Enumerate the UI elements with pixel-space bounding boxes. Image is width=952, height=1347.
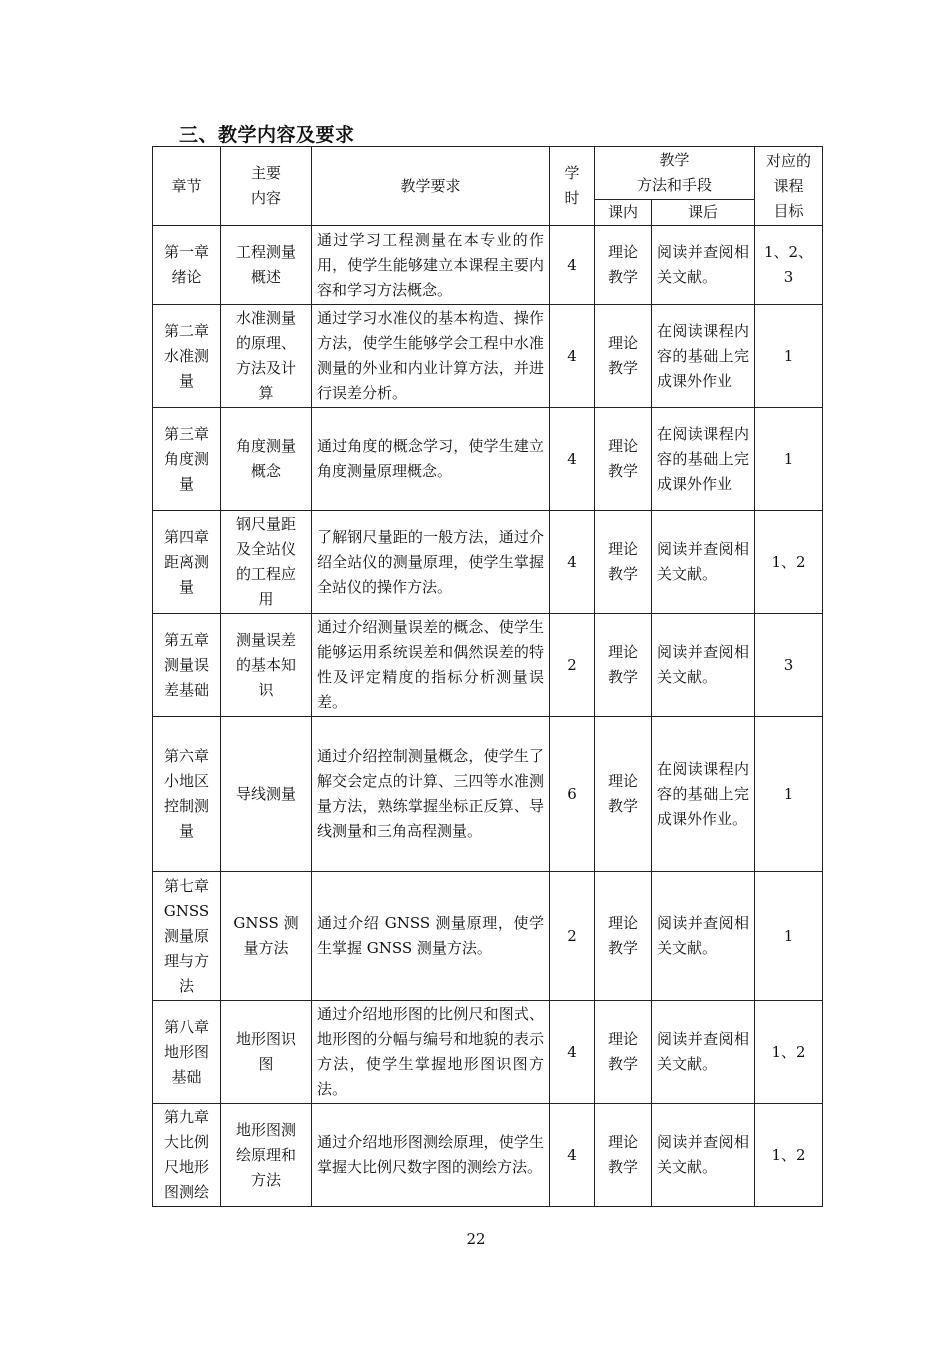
after-class-cell-text: 阅读并查阅相关文献。: [657, 914, 750, 957]
content-cell: [221, 511, 312, 614]
requirement-cell: [312, 1104, 550, 1207]
requirement-cell: [312, 408, 550, 511]
table-row: [153, 511, 823, 614]
content-cell-text: GNSS 测量方法: [233, 914, 299, 957]
after-class-cell-text: 在阅读课程内容的基础上完成课外作业: [657, 321, 750, 390]
content-cell: [221, 1104, 312, 1207]
hours-cell-text: 2: [567, 655, 577, 674]
requirement-cell-text: 通过角度的概念学习，使学生建立角度测量原理概念。: [317, 437, 544, 480]
header-hours: [550, 147, 595, 226]
in-class-cell-text: 理论 教学: [607, 334, 638, 377]
in-class-cell: [595, 872, 652, 1001]
content-cell-text: 钢尺量距 及全站仪 的工程应 用: [235, 515, 296, 608]
hours-cell: [550, 408, 595, 511]
requirement-cell-text: 通过介绍控制测量概念，使学生了解交会定点的计算、三四等水准测量方法，熟练掌握坐标正反算、导线测量和三角高程测量。: [317, 747, 544, 840]
hours-cell: [550, 1001, 595, 1104]
content-cell-text: 角度测量 概念: [235, 437, 296, 480]
requirement-cell-text: 通过学习工程测量在本专业的作用，使学生能够建立本课程主要内容和学习方法概念。: [317, 230, 544, 299]
content-cell: [221, 305, 312, 408]
objective-cell-text: 1、2: [771, 1145, 806, 1164]
content-cell: [221, 226, 312, 305]
after-class-cell-text: 阅读并查阅相关文献。: [657, 1133, 750, 1176]
in-class-cell-text: 理论 教学: [607, 643, 638, 686]
objective-cell-text: 1、2: [771, 552, 806, 571]
hours-cell: [550, 305, 595, 408]
after-class-cell: [652, 1104, 755, 1207]
header-in-class-label: 课内: [607, 203, 638, 221]
hours-cell: [550, 511, 595, 614]
teaching-content-table: [152, 146, 823, 1207]
table-row: [153, 872, 823, 1001]
in-class-cell-text: 理论 教学: [607, 540, 638, 583]
requirement-cell: [312, 511, 550, 614]
hours-cell-text: 4: [567, 1042, 577, 1061]
chapter-cell: [153, 872, 221, 1001]
in-class-cell: [595, 511, 652, 614]
after-class-cell: [652, 408, 755, 511]
in-class-cell-text: 理论 教学: [607, 243, 638, 286]
in-class-cell-text: 理论 教学: [607, 1133, 638, 1176]
after-class-cell: [652, 717, 755, 872]
header-requirement: [312, 147, 550, 226]
objective-cell-text: 1、2: [771, 1042, 806, 1061]
chapter-cell: [153, 226, 221, 305]
requirement-cell: [312, 226, 550, 305]
hours-cell: [550, 1104, 595, 1207]
objective-cell: [755, 511, 823, 614]
requirement-cell-text: 通过介绍测量误差的概念、使学生能够运用系统误差和偶然误差的特性及评定精度的指标分析测量误差。: [317, 618, 544, 711]
after-class-cell: [652, 872, 755, 1001]
chapter-cell: [153, 305, 221, 408]
in-class-cell: [595, 408, 652, 511]
objective-cell: [755, 614, 823, 717]
content-cell-text: 测量误差 的基本知 识: [235, 630, 296, 699]
chapter-cell-text: 第六章 小地区 控制测 量: [163, 747, 209, 840]
objective-cell: [755, 408, 823, 511]
in-class-cell: [595, 614, 652, 717]
requirement-cell: [312, 717, 550, 872]
header-objective-label: 对应的 课程 目标: [766, 151, 812, 220]
objective-cell: [755, 872, 823, 1001]
content-cell: [221, 872, 312, 1001]
content-cell: [221, 1001, 312, 1104]
table-row: [153, 408, 823, 511]
objective-cell: [755, 717, 823, 872]
in-class-cell: [595, 226, 652, 305]
in-class-cell: [595, 1104, 652, 1207]
after-class-cell: [652, 511, 755, 614]
requirement-cell: [312, 1001, 550, 1104]
requirement-cell-text: 通过介绍地形图测绘原理，使学生掌握大比例尺数字图的测绘方法。: [317, 1133, 544, 1176]
objective-cell: [755, 226, 823, 305]
table-row: [153, 614, 823, 717]
chapter-cell-text: 第九章 大比例 尺地形 图测绘: [163, 1108, 209, 1201]
in-class-cell: [595, 1001, 652, 1104]
hours-cell-text: 4: [567, 255, 577, 274]
hours-cell-text: 4: [567, 346, 577, 365]
chapter-cell: [153, 614, 221, 717]
hours-cell: [550, 226, 595, 305]
header-requirement-label: 教学要求: [400, 176, 461, 195]
in-class-cell-text: 理论 教学: [607, 437, 638, 480]
header-chapter: [153, 147, 221, 226]
objective-cell-text: 1: [783, 346, 794, 365]
table-body: [153, 226, 823, 1207]
in-class-cell-text: 理论 教学: [607, 914, 638, 957]
requirement-cell-text: 通过介绍 GNSS 测量原理，使学生掌握 GNSS 测量方法。: [317, 914, 544, 957]
chapter-cell-text: 第一章 绪论: [163, 243, 209, 286]
header-hours-label: 学 时: [564, 164, 580, 207]
chapter-cell-text: 第四章 距离测 量: [163, 527, 209, 596]
header-after-class: [652, 200, 755, 226]
header-method-label: 教学 方法和手段: [637, 151, 713, 194]
table-header: [153, 147, 823, 226]
chapter-cell: [153, 1001, 221, 1104]
objective-cell-text: 1: [783, 926, 794, 945]
hours-cell-text: 6: [567, 784, 577, 803]
header-main-content-label: 主要 内容: [250, 164, 281, 207]
chapter-cell-text: 第三章 角度测 量: [163, 424, 209, 493]
requirement-cell: [312, 614, 550, 717]
hours-cell-text: 4: [567, 449, 577, 468]
in-class-cell: [595, 305, 652, 408]
after-class-cell-text: 在阅读课程内容的基础上完成课外作业。: [657, 759, 750, 828]
hours-cell: [550, 717, 595, 872]
requirement-cell-text: 了解钢尺量距的一般方法，通过介绍全站仪的测量原理，使学生掌握全站仪的操作方法。: [317, 527, 544, 596]
requirement-cell-text: 通过介绍地形图的比例尺和图式、地形图的分幅与编号和地貌的表示方法，使学生掌握地形图识图方法。: [317, 1005, 544, 1098]
after-class-cell-text: 阅读并查阅相关文献。: [657, 540, 750, 583]
table-row: [153, 1001, 823, 1104]
after-class-cell: [652, 614, 755, 717]
objective-cell-text: 1: [783, 784, 794, 803]
in-class-cell-text: 理论 教学: [607, 1030, 638, 1073]
objective-cell: [755, 305, 823, 408]
after-class-cell-text: 在阅读课程内容的基础上完成课外作业: [657, 424, 750, 493]
header-method: [595, 147, 755, 200]
after-class-cell: [652, 1001, 755, 1104]
objective-cell-text: 1: [783, 449, 794, 468]
objective-cell: [755, 1104, 823, 1207]
objective-cell: [755, 1001, 823, 1104]
chapter-cell: [153, 717, 221, 872]
table-row: [153, 1104, 823, 1207]
section-title: 三、教学内容及要求: [179, 124, 355, 146]
after-class-cell-text: 阅读并查阅相关文献。: [657, 1030, 750, 1073]
header-objective: [755, 147, 823, 226]
chapter-cell: [153, 511, 221, 614]
after-class-cell: [652, 305, 755, 408]
hours-cell-text: 4: [567, 1145, 577, 1164]
chapter-cell-text: 第七章 GNSS 测量原 理与方 法: [163, 876, 210, 995]
hours-cell-text: 4: [567, 552, 577, 571]
hours-cell: [550, 872, 595, 1001]
header-chapter-label: 章节: [171, 176, 202, 195]
after-class-cell: [652, 226, 755, 305]
content-cell-text: 导线测量: [235, 784, 296, 803]
content-cell-text: 地形图测 绘原理和 方法: [235, 1120, 296, 1189]
header-main-content: [221, 147, 312, 226]
table-row: [153, 226, 823, 305]
objective-cell-text: 1、2、 3: [763, 243, 814, 286]
in-class-cell-text: 理论 教学: [607, 772, 638, 815]
objective-cell-text: 3: [783, 655, 794, 674]
after-class-cell-text: 阅读并查阅相关文献。: [657, 243, 750, 286]
chapter-cell-text: 第八章 地形图 基础: [163, 1017, 209, 1086]
requirement-cell: [312, 872, 550, 1001]
content-cell: [221, 717, 312, 872]
in-class-cell: [595, 717, 652, 872]
content-cell-text: 水准测量 的原理、 方法及计 算: [235, 309, 296, 402]
requirement-cell: [312, 305, 550, 408]
table-row: [153, 305, 823, 408]
table-row: [153, 717, 823, 872]
content-cell-text: 工程测量 概述: [235, 243, 296, 286]
page-number: 22: [466, 1230, 486, 1248]
after-class-cell-text: 阅读并查阅相关文献。: [657, 643, 750, 686]
chapter-cell-text: 第五章 测量误 差基础: [163, 630, 209, 699]
hours-cell-text: 2: [567, 926, 577, 945]
header-in-class: [595, 200, 652, 226]
chapter-cell-text: 第二章 水准测 量: [163, 321, 209, 390]
content-cell: [221, 614, 312, 717]
hours-cell: [550, 614, 595, 717]
requirement-cell-text: 通过学习水准仪的基本构造、操作方法，使学生能够学会工程中水准测量的外业和内业计算方法，并进行误差分析。: [317, 309, 544, 402]
content-cell: [221, 408, 312, 511]
content-cell-text: 地形图识 图: [235, 1030, 296, 1073]
chapter-cell: [153, 1104, 221, 1207]
chapter-cell: [153, 408, 221, 511]
header-after-class-label: 课后: [688, 203, 719, 221]
